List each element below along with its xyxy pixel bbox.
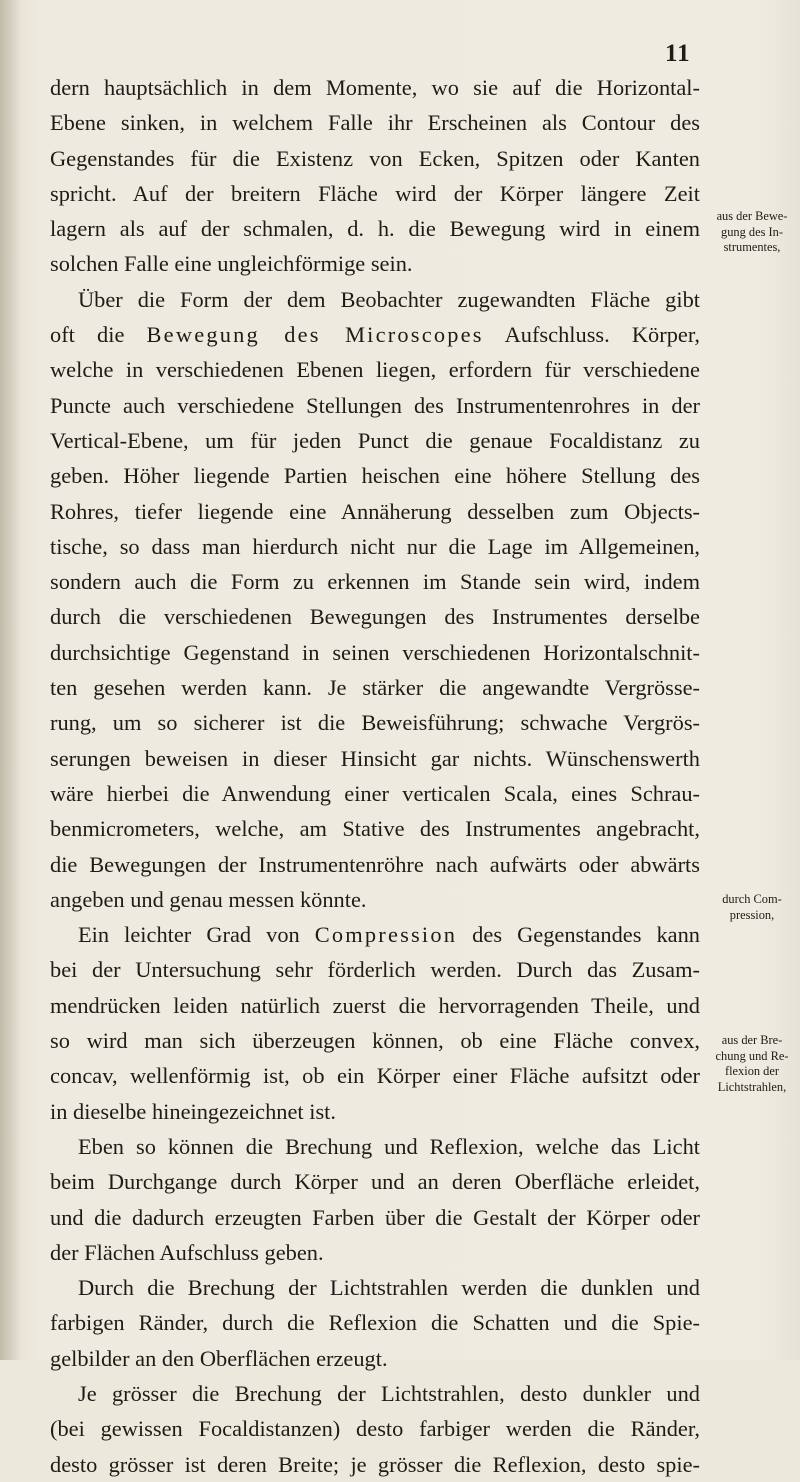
text-line: Eben so können die Brechung und Reflexion, welche das Licht [78, 1133, 700, 1159]
margin-note-line: Lichtstrahlen, [717, 1079, 787, 1094]
text-line: geben. Höher liegende Partien heischen eine höhere Stellung des [50, 463, 700, 489]
text-line: farbigen Ränder, durch die Reflexion die Schatten und die Spie- [50, 1310, 700, 1336]
margin-note-line: durch Com- [722, 892, 782, 906]
text-line: Gegenstandes für die Existenz von Ecken, Spitzen oder Kanten [50, 145, 700, 171]
text-line: benmicrometers, welche, am Stative des Instrumentes angebracht, [50, 816, 700, 842]
text-line: Puncte auch verschiedene Stellungen des Instrumentenrohres in der [50, 392, 700, 418]
text-line: die Bewegungen der Instrumentenröhre nach aufwärts oder abwärts [50, 851, 700, 877]
emphasized-term: Compression [314, 922, 458, 948]
margin-note-line: gung des In- [721, 224, 783, 239]
text-line: dern hauptsächlich in dem Momente, wo sie auf die Horizontal- [50, 75, 700, 100]
text-line: (bei gewissen Focaldistanzen) desto farbiger werden die Ränder, [50, 1416, 700, 1442]
text-line: Ebene sinken, in welchem Falle ihr Erscheinen als Contour des [50, 110, 700, 136]
text-line: lagern als auf der schmalen, d. h. die Bewegung wird in einem [50, 216, 700, 242]
text-line: wäre hierbei die Anwendung einer verticalen Scala, eines Schrau- [50, 780, 700, 806]
text-segment: des Gegenstandes kann [457, 922, 700, 948]
text-line: solchen Falle eine ungleichförmige sein. [50, 251, 413, 277]
text-line: serungen beweisen in dieser Hinsicht gar nichts. Wünschenswerth [50, 745, 700, 771]
page-edge-shadow [0, 0, 22, 1360]
page-number: 11 [665, 40, 691, 67]
margin-note-bewegung [706, 209, 798, 256]
text-line: spricht. Auf der breitern Fläche wird der Körper längere Zeit [50, 180, 700, 206]
margin-note-line: aus der Bewe- [716, 209, 788, 223]
text-line: und die dadurch erzeugten Farben über die Gestalt der Körper oder [50, 1204, 700, 1230]
text-line: concav, wellenförmig ist, ob ein Körper einer Fläche aufsitzt oder [50, 1063, 700, 1089]
text-line: mendrücken leiden natürlich zuerst die hervorragenden Theile, und [50, 992, 700, 1018]
text-segment: oft die [50, 322, 147, 348]
text-line: gelbilder an den Oberflächen erzeugt. [50, 1345, 388, 1371]
emphasized-term: Bewegung des Microscopes [146, 322, 484, 348]
text-line: angeben und genau messen könnte. [50, 886, 367, 912]
text-line: durchsichtige Gegenstand in seinen verschiedenen Horizontalschnit- [50, 639, 700, 665]
text-line: der Flächen Aufschluss geben. [50, 1239, 324, 1265]
text-line: bei der Untersuchung sehr förderlich werden. Durch das Zusam- [50, 957, 700, 983]
text-line: tische, so dass man hierdurch nicht nur die Lage im Allgemeinen, [50, 533, 700, 559]
text-line: Je grösser die Brechung der Lichtstrahlen, desto dunkler und [78, 1380, 700, 1406]
text-line [50, 317, 700, 352]
margin-note-brechung [706, 1033, 798, 1095]
text-line: desto grösser ist deren Breite; je grösser die Reflexion, desto spie- [50, 1451, 700, 1477]
margin-note-line: strumentes, [723, 240, 781, 254]
text-line: welche in verschiedenen Ebenen liegen, erfordern für verschiedene [50, 357, 700, 383]
margin-note-line: aus der Bre- [721, 1033, 783, 1047]
text-line: durch die verschiedenen Bewegungen des Instrumentes derselbe [50, 604, 700, 630]
text-line: beim Durchgange durch Körper und an deren Oberfläche erleidet, [50, 1169, 700, 1195]
margin-note-compression [706, 892, 798, 923]
text-line: in dieselbe hineingezeichnet ist. [50, 1098, 337, 1124]
text-line: ten gesehen werden kann. Je stärker die angewandte Vergrösse- [50, 675, 700, 701]
margin-note-line: chung und Re- [715, 1048, 789, 1063]
margin-note-line: flexion der [724, 1064, 779, 1078]
text-line: Rohres, tiefer liegende eine Annäherung desselben zum Objects- [50, 498, 700, 524]
text-line: rung, um so sicherer ist die Beweisführung; schwache Vergrös- [50, 710, 700, 736]
body-text [50, 70, 700, 1482]
text-line: Durch die Brechung der Lichtstrahlen werden die dunklen und [78, 1275, 700, 1301]
text-line: Über die Form der dem Beobachter zugewandten Fläche gibt [78, 286, 700, 312]
text-line: sondern auch die Form zu erkennen im Stande sein wird, indem [50, 569, 700, 595]
text-segment: Aufschluss. Körper, [483, 322, 700, 348]
text-segment: Ein leichter Grad von [78, 922, 315, 948]
text-line: Vertical-Ebene, um für jeden Punct die genaue Focaldistanz zu [50, 427, 700, 453]
text-line [50, 917, 700, 952]
margin-note-line: pression, [729, 907, 775, 922]
text-line: so wird man sich überzeugen können, ob eine Fläche convex, [50, 1028, 700, 1054]
